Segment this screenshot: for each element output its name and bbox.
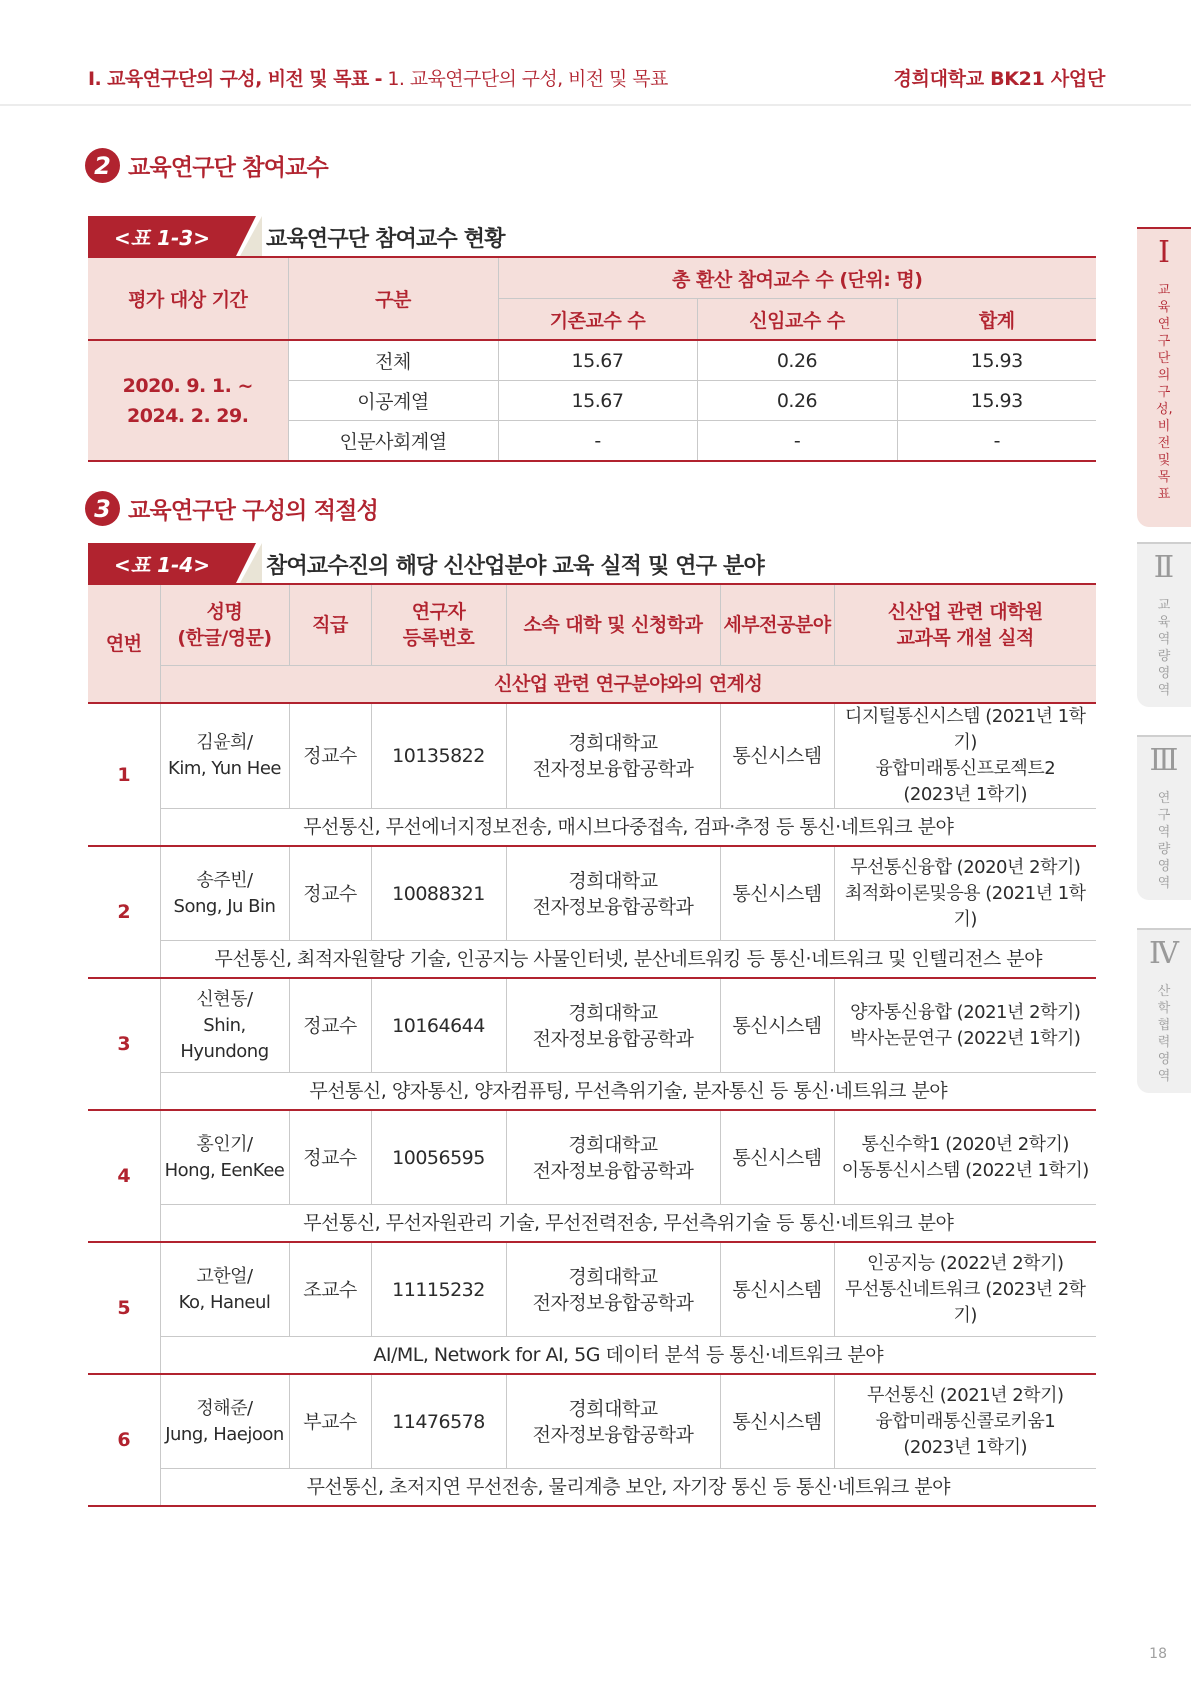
course-cell xyxy=(834,703,1096,809)
section-title: 교육연구단 구성의 적절성 xyxy=(128,498,379,524)
table-row xyxy=(88,1110,1096,1205)
rank-cell: 부교수 xyxy=(289,1374,371,1469)
header-dept: 소속 대학 및 신청학과 xyxy=(506,584,720,666)
table-row xyxy=(88,1374,1096,1469)
rank-cell: 정교수 xyxy=(289,1110,371,1205)
registration-number-cell: 10135822 xyxy=(371,703,506,809)
row-number: 2 xyxy=(88,846,160,978)
table-row xyxy=(88,703,1096,809)
department-cell xyxy=(506,846,720,941)
course-cell xyxy=(834,978,1096,1073)
course-cell xyxy=(834,1374,1096,1469)
header-name xyxy=(160,584,289,666)
chapter-breadcrumb xyxy=(88,64,668,91)
course-line: 무선통신네트워크 (2023년 2학기) xyxy=(844,1278,1086,1326)
department-name: 전자정보융합공학과 xyxy=(532,758,694,780)
header-major: 세부전공분야 xyxy=(720,584,834,666)
sum-cell: 15.93 xyxy=(897,381,1096,421)
side-tab-chapter-1[interactable] xyxy=(1137,227,1191,527)
caption-tag-arrow xyxy=(236,216,256,256)
table-row xyxy=(88,1469,1096,1507)
row-number: 6 xyxy=(88,1374,160,1506)
university-name: 경희대학교 xyxy=(568,869,658,892)
research-area-cell: 무선통신, 무선자원관리 기술, 무선전력전송, 무선측위기술 등 통신·네트워크 분야 xyxy=(160,1205,1096,1243)
side-tab-label: 연구역량영역 xyxy=(1157,791,1171,891)
research-area-cell: 무선통신, 최적자원할당 기술, 인공지능 사물인터넷, 분산네트워킹 등 통신·네트워크 및 인텔리전스 분야 xyxy=(160,941,1096,979)
section-3-heading xyxy=(85,491,378,526)
table-row xyxy=(88,1205,1096,1243)
header-research-link: 신산업 관련 연구분야와의 연계성 xyxy=(160,666,1096,704)
section-title: 교육연구단 참여교수 xyxy=(128,155,328,181)
research-area-cell: 무선통신, 초저지연 무선전송, 물리계층 보안, 자기장 통신 등 통신·네트워크 분야 xyxy=(160,1469,1096,1507)
side-tab-roman: Ⅳ xyxy=(1149,936,1179,971)
department-cell xyxy=(506,703,720,809)
side-tab-chapter-3[interactable] xyxy=(1137,735,1191,900)
course-line: 융합미래통신콜로키움1 xyxy=(875,1410,1056,1432)
new-cell: 0.26 xyxy=(697,340,897,381)
row-number: 3 xyxy=(88,978,160,1110)
department-name: 전자정보융합공학과 xyxy=(532,1291,694,1314)
caption-tag: <표 1-3> xyxy=(88,216,236,256)
major-cell: 통신시스템 xyxy=(720,978,834,1073)
university-name: 경희대학교 xyxy=(568,1133,658,1156)
course-line: 무선통신융합 (2020년 2학기) xyxy=(850,856,1081,878)
page-header xyxy=(0,0,1191,106)
header-no: 연번 xyxy=(88,584,160,703)
existing-cell: 15.67 xyxy=(498,381,697,421)
header-name-line1: 성명 xyxy=(206,601,243,623)
table-row xyxy=(88,978,1096,1073)
table-1-3-caption xyxy=(88,216,1096,256)
new-cell: - xyxy=(697,421,897,462)
caption-tag: <표 1-4> xyxy=(88,543,236,583)
sum-cell: 15.93 xyxy=(897,340,1096,381)
side-tab-chapter-2[interactable] xyxy=(1137,542,1191,707)
course-line: 융합미래통신프로젝트2 xyxy=(875,758,1056,779)
side-tab-roman: Ⅰ xyxy=(1158,235,1170,270)
row-number: 5 xyxy=(88,1242,160,1374)
department-cell xyxy=(506,1374,720,1469)
research-area-cell: 무선통신, 양자통신, 양자컴퓨팅, 무선측위기술, 분자통신 등 통신·네트워크 분야 xyxy=(160,1073,1096,1111)
major-cell: 통신시스템 xyxy=(720,1242,834,1337)
rank-cell: 조교수 xyxy=(289,1242,371,1337)
name-korean: 김윤희/ xyxy=(196,732,253,753)
department-name: 전자정보융합공학과 xyxy=(532,1423,694,1446)
side-tab-label: 교육역량영역 xyxy=(1157,598,1171,698)
side-tab-label: 산학협력영역 xyxy=(1157,984,1171,1084)
existing-cell: 15.67 xyxy=(498,340,697,381)
category-cell: 인문사회계열 xyxy=(288,421,498,462)
name-korean: 정해준/ xyxy=(196,1397,253,1419)
breadcrumb-chapter: Ⅰ. 교육연구단의 구성, 비전 및 목표 - xyxy=(88,68,382,90)
registration-number-cell: 11476578 xyxy=(371,1374,506,1469)
header-course xyxy=(834,584,1096,666)
header-name-line2: (한글/영문) xyxy=(177,627,272,649)
header-reg xyxy=(371,584,506,666)
section-number-badge: 2 xyxy=(85,148,120,183)
name-cell xyxy=(160,846,289,941)
sum-cell: - xyxy=(897,421,1096,462)
participating-faculty-table xyxy=(88,256,1096,462)
rank-cell: 정교수 xyxy=(289,978,371,1073)
period-cell xyxy=(88,340,288,461)
name-cell xyxy=(160,1242,289,1337)
header-category: 구분 xyxy=(288,257,498,340)
table-row xyxy=(88,1337,1096,1375)
table-row xyxy=(88,809,1096,847)
department-name: 전자정보융합공학과 xyxy=(532,1027,694,1050)
major-cell: 통신시스템 xyxy=(720,1374,834,1469)
registration-number-cell: 10056595 xyxy=(371,1110,506,1205)
category-cell: 이공계열 xyxy=(288,381,498,421)
side-tab-roman: Ⅲ xyxy=(1149,743,1179,778)
name-korean: 고한얼/ xyxy=(196,1265,253,1287)
caption-title: 교육연구단 참여교수 현황 xyxy=(266,227,505,252)
table-row xyxy=(88,1073,1096,1111)
name-english: Song, Ju Bin xyxy=(173,895,276,917)
name-cell xyxy=(160,978,289,1073)
existing-cell: - xyxy=(498,421,697,462)
header-course-line1: 신산업 관련 대학원 xyxy=(887,601,1043,623)
side-tab-label: 교육연구단의구성,비전및목표 xyxy=(1156,283,1173,502)
university-name: 경희대학교 xyxy=(568,1265,658,1288)
row-number: 1 xyxy=(88,703,160,846)
page-number: 18 xyxy=(1149,1646,1167,1662)
major-cell: 통신시스템 xyxy=(720,1110,834,1205)
breadcrumb-section: 1. 교육연구단의 구성, 비전 및 목표 xyxy=(381,68,668,90)
caption-title: 참여교수진의 해당 신산업분야 교육 실적 및 연구 분야 xyxy=(266,554,764,579)
registration-number-cell: 11115232 xyxy=(371,1242,506,1337)
new-cell: 0.26 xyxy=(697,381,897,421)
table-row xyxy=(88,846,1096,941)
course-line: 무선통신 (2021년 2학기) xyxy=(867,1384,1064,1406)
name-english: Hong, EenKee xyxy=(164,1159,285,1181)
rank-cell: 정교수 xyxy=(289,703,371,809)
header-sum: 합계 xyxy=(897,299,1096,341)
header-existing: 기존교수 수 xyxy=(498,299,697,341)
course-line: 이동통신시스템 (2022년 1학기) xyxy=(841,1159,1089,1181)
name-korean: 신현동/ xyxy=(196,988,253,1010)
course-line: (2023년 1학기) xyxy=(903,1436,1028,1458)
header-course-line2: 교과목 개설 실적 xyxy=(896,627,1034,649)
header-rank: 직급 xyxy=(289,584,371,666)
registration-number-cell: 10088321 xyxy=(371,846,506,941)
rank-cell: 정교수 xyxy=(289,846,371,941)
course-cell xyxy=(834,1110,1096,1205)
department-cell xyxy=(506,1110,720,1205)
course-cell xyxy=(834,846,1096,941)
course-line: 최적화이론및응용 (2021년 1학기) xyxy=(844,882,1086,930)
research-area-cell: 무선통신, 무선에너지정보전송, 매시브다중접속, 검파·추정 등 통신·네트워크 분야 xyxy=(160,809,1096,847)
course-line: 인공지능 (2022년 2학기) xyxy=(867,1252,1064,1274)
side-tab-chapter-4[interactable] xyxy=(1137,928,1191,1093)
research-area-cell: AI/ML, Network for AI, 5G 데이터 분석 등 통신·네트워크 분야 xyxy=(160,1337,1096,1375)
course-line: 박사논문연구 (2022년 1학기) xyxy=(850,1027,1081,1049)
name-korean: 홍인기/ xyxy=(196,1133,253,1155)
department-name: 전자정보융합공학과 xyxy=(532,1159,694,1182)
department-cell xyxy=(506,978,720,1073)
organization-name: 경희대학교 BK21 사업단 xyxy=(893,68,1105,90)
registration-number-cell: 10164644 xyxy=(371,978,506,1073)
course-cell xyxy=(834,1242,1096,1337)
table-row xyxy=(88,941,1096,979)
caption-tag-arrow xyxy=(236,543,256,583)
course-line: 디지털통신시스템 (2021년 1학기) xyxy=(844,706,1086,753)
category-cell: 전체 xyxy=(288,340,498,381)
course-line: 통신수학1 (2020년 2학기) xyxy=(861,1133,1069,1155)
period-start: 2020. 9. 1. ~ xyxy=(122,374,253,397)
faculty-detail-table xyxy=(88,583,1096,1507)
name-cell xyxy=(160,1110,289,1205)
table-row xyxy=(88,340,1096,381)
course-line: 양자통신융합 (2021년 2학기) xyxy=(850,1001,1081,1023)
period-end: 2024. 2. 29. xyxy=(127,404,249,427)
table-1-4-caption xyxy=(88,543,1096,583)
name-english: Shin, Hyundong xyxy=(180,1014,269,1062)
major-cell: 통신시스템 xyxy=(720,703,834,809)
row-number: 4 xyxy=(88,1110,160,1242)
section-number-badge: 3 xyxy=(85,491,120,526)
table-row xyxy=(88,1242,1096,1337)
name-english: Ko, Haneul xyxy=(178,1291,271,1313)
name-english: Jung, Haejoon xyxy=(165,1423,284,1445)
header-reg-line1: 연구자 xyxy=(411,601,466,623)
course-line: (2023년 1학기) xyxy=(903,784,1028,805)
university-name: 경희대학교 xyxy=(568,1397,658,1420)
university-name: 경희대학교 xyxy=(568,732,658,754)
department-name: 전자정보융합공학과 xyxy=(532,895,694,918)
university-name: 경희대학교 xyxy=(568,1001,658,1024)
name-cell xyxy=(160,1374,289,1469)
name-cell xyxy=(160,703,289,809)
header-total-faculty: 총 환산 참여교수 수 (단위: 명) xyxy=(498,257,1096,299)
name-english: Kim, Yun Hee xyxy=(168,758,281,779)
section-2-heading xyxy=(85,148,328,183)
major-cell: 통신시스템 xyxy=(720,846,834,941)
department-cell xyxy=(506,1242,720,1337)
header-new: 신임교수 수 xyxy=(697,299,897,341)
header-reg-line2: 등록번호 xyxy=(402,627,475,649)
name-korean: 송주빈/ xyxy=(196,869,253,891)
side-tab-roman: Ⅱ xyxy=(1153,550,1175,585)
header-period: 평가 대상 기간 xyxy=(88,257,288,340)
